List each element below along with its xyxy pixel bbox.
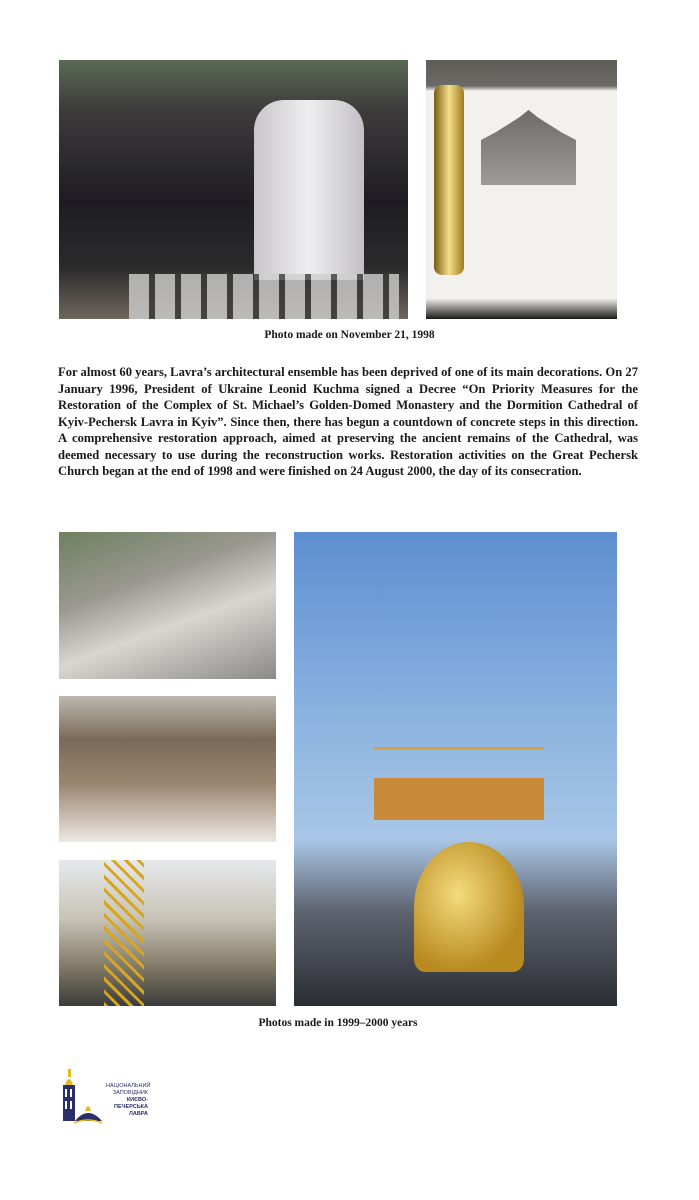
photo-excavation — [59, 696, 276, 842]
caption-top: Photo made on November 21, 1998 — [264, 329, 435, 341]
body-paragraph: For almost 60 years, Lavra’s architectural ensemble has been deprived of one of its main decorations. On 27 January 1996, President of Ukraine Leonid Kuchma signed a Decree “On Priority Measures for the Restoration of the Complex of St. Michael’s Golden-Domed Monastery and the Dormition Cathedral of Kyiv-Pechersk Lavra in Kyiv”. Since then, there has begun a countdown of concrete steps in this direction. A comprehensive restoration approach, aimed at preserving the ancient remains of the Cathedral, was deemed necessary to use during the reconstruction works. Restoration activities on the Great Pechersk Church began at the end of 1998 and were finished on 24 August 2000, the day of its consecration. — [58, 365, 638, 478]
photo-dome-installation — [294, 532, 617, 1006]
logo-line-2: ЗАПОВІДНИК — [112, 1090, 148, 1096]
caption-bottom: Photos made in 1999–2000 years — [258, 1017, 418, 1029]
photo-scaffolding — [59, 860, 276, 1006]
photo-founding-document — [426, 60, 617, 319]
bell-tower-icon — [60, 1065, 105, 1127]
photo-construction-aerial — [59, 532, 276, 679]
logo-line-4: ЛАВРА — [129, 1111, 148, 1117]
logo-line-1: НАЦІОНАЛЬНИЙ — [106, 1083, 151, 1089]
photo-ceremony — [59, 60, 408, 319]
logo-line-3: КИЄВО-ПЕЧЕРСЬКА — [114, 1097, 148, 1110]
lavra-logo — [60, 1065, 160, 1127]
